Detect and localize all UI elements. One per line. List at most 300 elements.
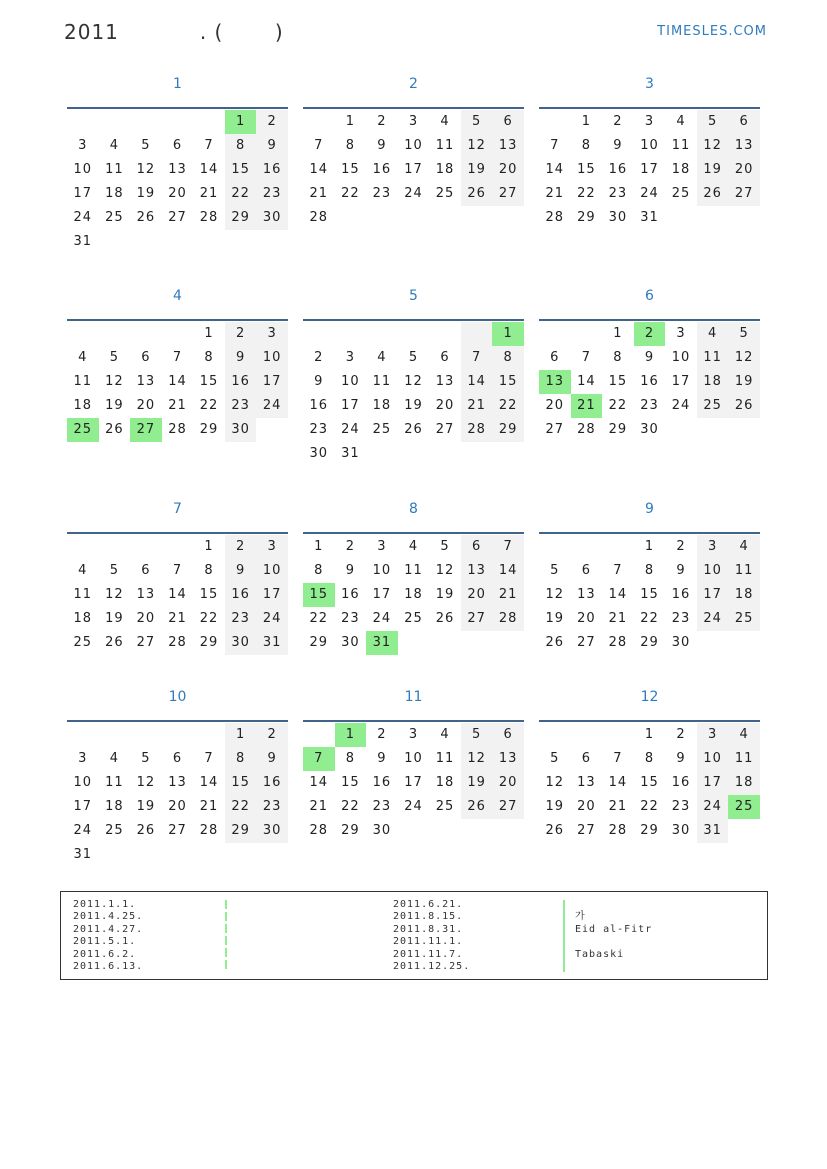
- day-cell: 9: [256, 747, 288, 771]
- day-cell: 12: [461, 747, 493, 771]
- day-cell: 20: [577, 611, 596, 626]
- day-cell: 3: [676, 326, 686, 341]
- empty-cell: [398, 819, 430, 843]
- month-7: [67, 498, 288, 655]
- day-cell: 25: [435, 799, 455, 814]
- day-cell: 12: [105, 374, 124, 389]
- month-name: 5: [409, 288, 418, 304]
- day-cell: 3: [408, 727, 419, 742]
- day-cell: 21: [309, 799, 329, 814]
- day-cell: 5: [440, 539, 450, 554]
- empty-cell: [193, 230, 225, 254]
- day-cell: 19: [461, 771, 493, 795]
- day-cell: 28: [168, 422, 187, 437]
- day-cell: 4: [728, 723, 760, 747]
- day-cell: 6: [492, 110, 524, 134]
- empty-cell: [571, 535, 603, 559]
- day-cell: 21: [571, 394, 603, 418]
- month-grid: [67, 723, 288, 867]
- day-cell: 9: [225, 346, 257, 370]
- day-cell: 26: [545, 823, 565, 838]
- legend-left-marker: [225, 900, 227, 972]
- month-3: [539, 73, 760, 230]
- empty-cell: [539, 322, 571, 346]
- empty-cell: [130, 110, 162, 134]
- empty-cell: [492, 819, 524, 843]
- empty-cell: [429, 442, 461, 466]
- day-cell: 31: [73, 847, 93, 862]
- day-cell: 27: [130, 418, 162, 442]
- day-cell: 9: [613, 138, 623, 153]
- day-cell: 17: [404, 775, 423, 790]
- month-name: 7: [173, 501, 182, 517]
- empty-cell: [335, 322, 367, 346]
- day-cell: 6: [141, 563, 151, 578]
- empty-cell: [461, 206, 493, 230]
- day-cell: 22: [199, 398, 219, 413]
- day-cell: 20: [168, 799, 187, 814]
- day-cell: 29: [608, 422, 628, 437]
- day-cell: 2: [377, 727, 387, 742]
- day-cell: 26: [105, 422, 124, 437]
- month-name: 9: [645, 501, 654, 517]
- day-cell: 22: [341, 186, 360, 201]
- day-cell: 18: [372, 398, 392, 413]
- day-cell: 24: [372, 611, 392, 626]
- day-cell: 2: [613, 114, 623, 129]
- day-cell: 23: [225, 394, 257, 418]
- day-cell: 5: [461, 723, 493, 747]
- day-cell: 5: [408, 350, 419, 365]
- empty-cell: [571, 322, 603, 346]
- empty-cell: [130, 535, 162, 559]
- day-cell: 10: [256, 346, 288, 370]
- day-cell: 5: [141, 751, 151, 766]
- day-cell: 26: [461, 182, 493, 206]
- month-grid: [303, 110, 524, 230]
- day-cell: 27: [136, 635, 156, 650]
- day-cell: 30: [225, 631, 257, 655]
- day-cell: 21: [168, 611, 187, 626]
- day-cell: 6: [550, 350, 560, 365]
- day-cell: 13: [168, 162, 187, 177]
- month-name: 12: [640, 689, 659, 705]
- day-cell: 26: [136, 210, 156, 225]
- day-cell: 6: [172, 138, 183, 153]
- day-cell: 27: [577, 823, 596, 838]
- day-cell: 28: [168, 635, 187, 650]
- day-cell: 25: [73, 635, 93, 650]
- day-cell: 3: [644, 114, 655, 129]
- page-title: 2011 . ( ): [64, 20, 284, 44]
- day-cell: 26: [461, 795, 493, 819]
- day-cell: 27: [435, 422, 455, 437]
- day-cell: 24: [256, 394, 288, 418]
- day-cell: 29: [577, 210, 596, 225]
- day-cell: 19: [728, 370, 760, 394]
- day-cell: 30: [372, 823, 392, 838]
- day-cell: 25: [671, 186, 691, 201]
- day-cell: 23: [309, 422, 329, 437]
- day-cell: 6: [581, 563, 591, 578]
- day-cell: 8: [204, 350, 214, 365]
- day-cell: 3: [256, 322, 288, 346]
- day-cell: 31: [366, 631, 398, 655]
- day-cell: 5: [550, 751, 560, 766]
- empty-cell: [461, 819, 493, 843]
- day-cell: 30: [256, 819, 288, 843]
- day-cell: 21: [461, 394, 493, 418]
- empty-cell: [303, 322, 335, 346]
- day-cell: 16: [256, 771, 288, 795]
- day-cell: 28: [608, 823, 628, 838]
- day-cell: 16: [372, 775, 392, 790]
- day-cell: 27: [168, 210, 187, 225]
- day-cell: 21: [199, 799, 219, 814]
- day-cell: 22: [341, 799, 360, 814]
- day-cell: 9: [377, 751, 387, 766]
- day-cell: 23: [671, 611, 691, 626]
- day-cell: 15: [303, 583, 335, 607]
- holiday-legend: [60, 891, 768, 980]
- day-cell: 22: [640, 799, 659, 814]
- day-cell: 10: [697, 747, 729, 771]
- day-cell: 4: [440, 114, 450, 129]
- day-cell: 4: [408, 539, 419, 554]
- site-link[interactable]: TIMESLES.COM: [657, 24, 767, 39]
- day-cell: 22: [309, 611, 329, 626]
- day-cell: 16: [225, 370, 257, 394]
- month-5: [303, 285, 524, 466]
- empty-cell: [130, 723, 162, 747]
- day-cell: 8: [314, 563, 324, 578]
- day-cell: 15: [225, 771, 257, 795]
- empty-cell: [99, 535, 131, 559]
- empty-cell: [697, 418, 729, 442]
- day-cell: 21: [199, 186, 219, 201]
- day-cell: 22: [225, 795, 257, 819]
- day-cell: 8: [581, 138, 591, 153]
- day-cell: 12: [136, 162, 156, 177]
- empty-cell: [398, 631, 430, 655]
- day-cell: 27: [545, 422, 565, 437]
- empty-cell: [728, 418, 760, 442]
- empty-cell: [67, 322, 99, 346]
- month-grid: [67, 322, 288, 442]
- empty-cell: [461, 442, 493, 466]
- month-grid: [303, 535, 524, 655]
- day-cell: 12: [697, 134, 729, 158]
- empty-cell: [366, 442, 398, 466]
- day-cell: 17: [640, 162, 659, 177]
- day-cell: 15: [577, 162, 596, 177]
- day-cell: 12: [404, 374, 423, 389]
- day-cell: 25: [435, 186, 455, 201]
- day-cell: 24: [671, 398, 691, 413]
- empty-cell: [571, 723, 603, 747]
- day-cell: 3: [345, 350, 355, 365]
- day-cell: 26: [136, 823, 156, 838]
- month-name: 8: [409, 501, 418, 517]
- day-cell: 17: [73, 186, 93, 201]
- day-cell: 16: [608, 162, 628, 177]
- empty-cell: [225, 843, 257, 867]
- month-rule: [539, 319, 760, 321]
- month-grid: [539, 723, 760, 843]
- day-cell: 22: [199, 611, 219, 626]
- day-cell: 26: [545, 635, 565, 650]
- day-cell: 9: [225, 559, 257, 583]
- month-rule: [303, 107, 524, 109]
- day-cell: 1: [335, 723, 367, 747]
- empty-cell: [193, 723, 225, 747]
- day-cell: 31: [256, 631, 288, 655]
- day-cell: 21: [608, 611, 628, 626]
- day-cell: 6: [141, 350, 151, 365]
- empty-cell: [728, 631, 760, 655]
- day-cell: 22: [577, 186, 596, 201]
- day-cell: 11: [435, 138, 455, 153]
- day-cell: 16: [309, 398, 329, 413]
- empty-cell: [366, 206, 398, 230]
- day-cell: 11: [435, 751, 455, 766]
- month-9: [539, 498, 760, 655]
- day-cell: 18: [105, 186, 124, 201]
- day-cell: 13: [539, 370, 571, 394]
- day-cell: 9: [644, 350, 655, 365]
- month-rule: [303, 319, 524, 321]
- day-cell: 2: [314, 350, 324, 365]
- day-cell: 13: [461, 559, 493, 583]
- day-cell: 20: [168, 186, 187, 201]
- day-cell: 12: [105, 587, 124, 602]
- month-rule: [303, 532, 524, 534]
- day-cell: 7: [461, 346, 493, 370]
- day-cell: 1: [314, 539, 324, 554]
- day-cell: 2: [256, 723, 288, 747]
- day-cell: 29: [199, 635, 219, 650]
- day-cell: 3: [256, 535, 288, 559]
- day-cell: 18: [404, 587, 423, 602]
- day-cell: 28: [199, 823, 219, 838]
- month-grid: [539, 110, 760, 230]
- day-cell: 25: [697, 394, 729, 418]
- day-cell: 5: [728, 322, 760, 346]
- day-cell: 7: [303, 747, 335, 771]
- day-cell: 14: [199, 162, 219, 177]
- day-cell: 7: [204, 138, 214, 153]
- day-cell: 2: [676, 539, 686, 554]
- empty-cell: [398, 442, 430, 466]
- empty-cell: [602, 535, 634, 559]
- empty-cell: [193, 843, 225, 867]
- day-cell: 26: [105, 635, 124, 650]
- day-cell: 17: [372, 587, 392, 602]
- day-cell: 12: [545, 587, 565, 602]
- day-cell: 31: [73, 234, 93, 249]
- day-cell: 28: [492, 607, 524, 631]
- empty-cell: [162, 723, 194, 747]
- empty-cell: [697, 631, 729, 655]
- day-cell: 18: [73, 611, 93, 626]
- day-cell: 17: [256, 583, 288, 607]
- day-cell: 19: [136, 799, 156, 814]
- day-cell: 29: [341, 823, 360, 838]
- day-cell: 8: [204, 563, 214, 578]
- day-cell: 19: [435, 587, 455, 602]
- day-cell: 15: [640, 775, 659, 790]
- day-cell: 30: [640, 422, 659, 437]
- month-6: [539, 285, 760, 442]
- day-cell: 20: [435, 398, 455, 413]
- empty-cell: [99, 230, 131, 254]
- empty-cell: [193, 110, 225, 134]
- day-cell: 8: [644, 563, 655, 578]
- day-cell: 23: [372, 186, 392, 201]
- empty-cell: [335, 206, 367, 230]
- day-cell: 5: [550, 563, 560, 578]
- day-cell: 30: [225, 418, 257, 442]
- month-name: 4: [173, 288, 182, 304]
- day-cell: 10: [404, 751, 423, 766]
- day-cell: 22: [225, 182, 257, 206]
- month-grid: [67, 110, 288, 254]
- day-cell: 10: [640, 138, 659, 153]
- day-cell: 25: [105, 823, 124, 838]
- day-cell: 30: [309, 446, 329, 461]
- day-cell: 18: [435, 775, 455, 790]
- day-cell: 6: [461, 535, 493, 559]
- day-cell: 11: [73, 374, 93, 389]
- day-cell: 24: [73, 823, 93, 838]
- empty-cell: [398, 206, 430, 230]
- day-cell: 13: [168, 775, 187, 790]
- month-name: 3: [645, 76, 654, 92]
- day-cell: 18: [728, 583, 760, 607]
- day-cell: 29: [640, 635, 659, 650]
- empty-cell: [602, 723, 634, 747]
- day-cell: 31: [640, 210, 659, 225]
- day-cell: 7: [581, 350, 591, 365]
- day-cell: 16: [640, 374, 659, 389]
- day-cell: 3: [78, 751, 88, 766]
- day-cell: 15: [608, 374, 628, 389]
- day-cell: 15: [640, 587, 659, 602]
- day-cell: 24: [640, 186, 659, 201]
- day-cell: 23: [608, 186, 628, 201]
- empty-cell: [99, 322, 131, 346]
- day-cell: 6: [172, 751, 183, 766]
- day-cell: 17: [697, 771, 729, 795]
- day-cell: 23: [225, 607, 257, 631]
- day-cell: 21: [309, 186, 329, 201]
- day-cell: 17: [671, 374, 691, 389]
- day-cell: 11: [671, 138, 691, 153]
- day-cell: 28: [461, 418, 493, 442]
- day-cell: 16: [671, 775, 691, 790]
- day-cell: 19: [105, 398, 124, 413]
- empty-cell: [99, 843, 131, 867]
- day-cell: 11: [728, 559, 760, 583]
- day-cell: 26: [404, 422, 423, 437]
- day-cell: 14: [545, 162, 565, 177]
- day-cell: 1: [204, 326, 214, 341]
- empty-cell: [366, 322, 398, 346]
- day-cell: 20: [492, 771, 524, 795]
- day-cell: 9: [676, 751, 686, 766]
- month-name: 6: [645, 288, 654, 304]
- day-cell: 13: [136, 587, 156, 602]
- day-cell: 2: [377, 114, 387, 129]
- day-cell: 18: [73, 398, 93, 413]
- day-cell: 20: [136, 611, 156, 626]
- day-cell: 10: [404, 138, 423, 153]
- day-cell: 13: [492, 747, 524, 771]
- month-rule: [303, 720, 524, 722]
- day-cell: 23: [372, 799, 392, 814]
- day-cell: 16: [225, 583, 257, 607]
- empty-cell: [67, 110, 99, 134]
- day-cell: 14: [608, 775, 628, 790]
- day-cell: 20: [728, 158, 760, 182]
- day-cell: 14: [168, 374, 187, 389]
- day-cell: 23: [640, 398, 659, 413]
- day-cell: 5: [697, 110, 729, 134]
- day-cell: 7: [172, 563, 183, 578]
- month-grid: [539, 535, 760, 655]
- day-cell: 29: [225, 206, 257, 230]
- empty-cell: [130, 230, 162, 254]
- month-8: [303, 498, 524, 655]
- empty-cell: [256, 843, 288, 867]
- day-cell: 23: [671, 799, 691, 814]
- day-cell: 7: [613, 563, 623, 578]
- day-cell: 8: [644, 751, 655, 766]
- day-cell: 2: [634, 322, 666, 346]
- day-cell: 28: [608, 635, 628, 650]
- day-cell: 10: [697, 559, 729, 583]
- day-cell: 23: [341, 611, 360, 626]
- empty-cell: [429, 631, 461, 655]
- day-cell: 31: [697, 819, 729, 843]
- day-cell: 19: [404, 398, 423, 413]
- empty-cell: [461, 322, 493, 346]
- day-cell: 25: [67, 418, 99, 442]
- day-cell: 6: [581, 751, 591, 766]
- day-cell: 27: [577, 635, 596, 650]
- day-cell: 21: [168, 398, 187, 413]
- month-12: [539, 686, 760, 843]
- month-2: [303, 73, 524, 230]
- month-rule: [67, 720, 288, 722]
- empty-cell: [461, 631, 493, 655]
- empty-cell: [697, 206, 729, 230]
- month-rule: [67, 532, 288, 534]
- day-cell: 4: [728, 535, 760, 559]
- empty-cell: [665, 206, 697, 230]
- day-cell: 24: [256, 607, 288, 631]
- legend-right-names: 가 Eid al-Fitr Tabaski: [575, 911, 653, 960]
- day-cell: 18: [728, 771, 760, 795]
- day-cell: 24: [404, 186, 423, 201]
- day-cell: 25: [728, 795, 760, 819]
- empty-cell: [539, 535, 571, 559]
- day-cell: 11: [73, 587, 93, 602]
- empty-cell: [429, 819, 461, 843]
- day-cell: 26: [728, 394, 760, 418]
- month-grid: [303, 723, 524, 843]
- month-name: 10: [168, 689, 187, 705]
